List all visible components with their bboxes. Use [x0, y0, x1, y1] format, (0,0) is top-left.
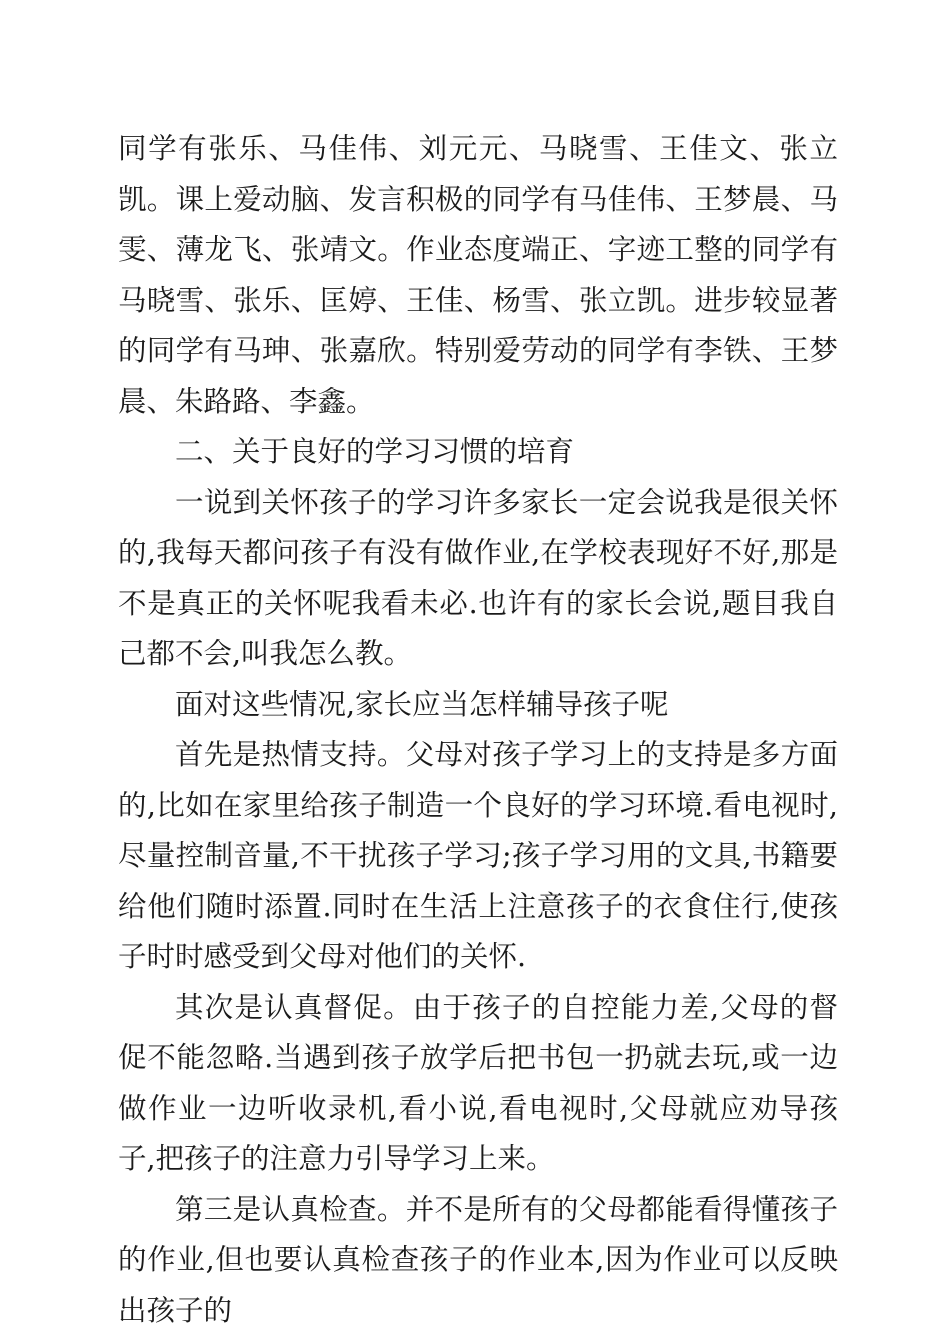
paragraph-first-support: 首先是热情支持。父母对孩子学习上的支持是多方面的,比如在家里给孩子制造一个良好的学习环境.看电视时,尽量控制音量,不干扰孩子学习;孩子学习用的文具,书籍要给他们随时添置.同时在生活上注意孩子的衣食住行,使孩子时时感受到父母对他们的关怀.: [118, 738, 838, 973]
paragraph-question: 面对这些情况,家长应当怎样辅导孩子呢: [175, 687, 669, 721]
paragraph-parent-care: 一说到关怀孩子的学习许多家长一定会说我是很关怀的,我每天都问孩子有没有做作业,在学校表现好不好,那是不是真正的关怀呢我看未必.也许有的家长会说,题目我自己都不会,叫我怎么教。: [118, 485, 838, 670]
document-body: [118, 124, 838, 1336]
section-heading-study-habits: 二、关于良好的学习习惯的培育: [175, 435, 575, 468]
paragraph-second-supervise: 其次是认真督促。由于孩子的自控能力差,父母的督促不能忽略.当遇到孩子放学后把书包一扔就去玩,或一边做作业一边听收录机,看小说,看电视时,父母就应劝导孩子,把孩子的注意力引导学习上来。: [118, 990, 838, 1175]
paragraph-student-list: 同学有张乐、马佳伟、刘元元、马晓雪、王佳文、张立凯。课上爱动脑、发言积极的同学有马佳伟、王梦晨、马雯、薄龙飞、张靖文。作业态度端正、字迹工整的同学有马晓雪、张乐、匡婷、王佳、杨雪、张立凯。进步较显著的同学有马珅、张嘉欣。特别爱劳动的同学有李铁、王梦晨、朱路路、李鑫。: [118, 132, 838, 418]
paragraph-third-check: 第三是认真检查。并不是所有的父母都能看得懂孩子的作业,但也要认真检查孩子的作业本,因为作业可以反映出孩子的: [118, 1192, 838, 1327]
